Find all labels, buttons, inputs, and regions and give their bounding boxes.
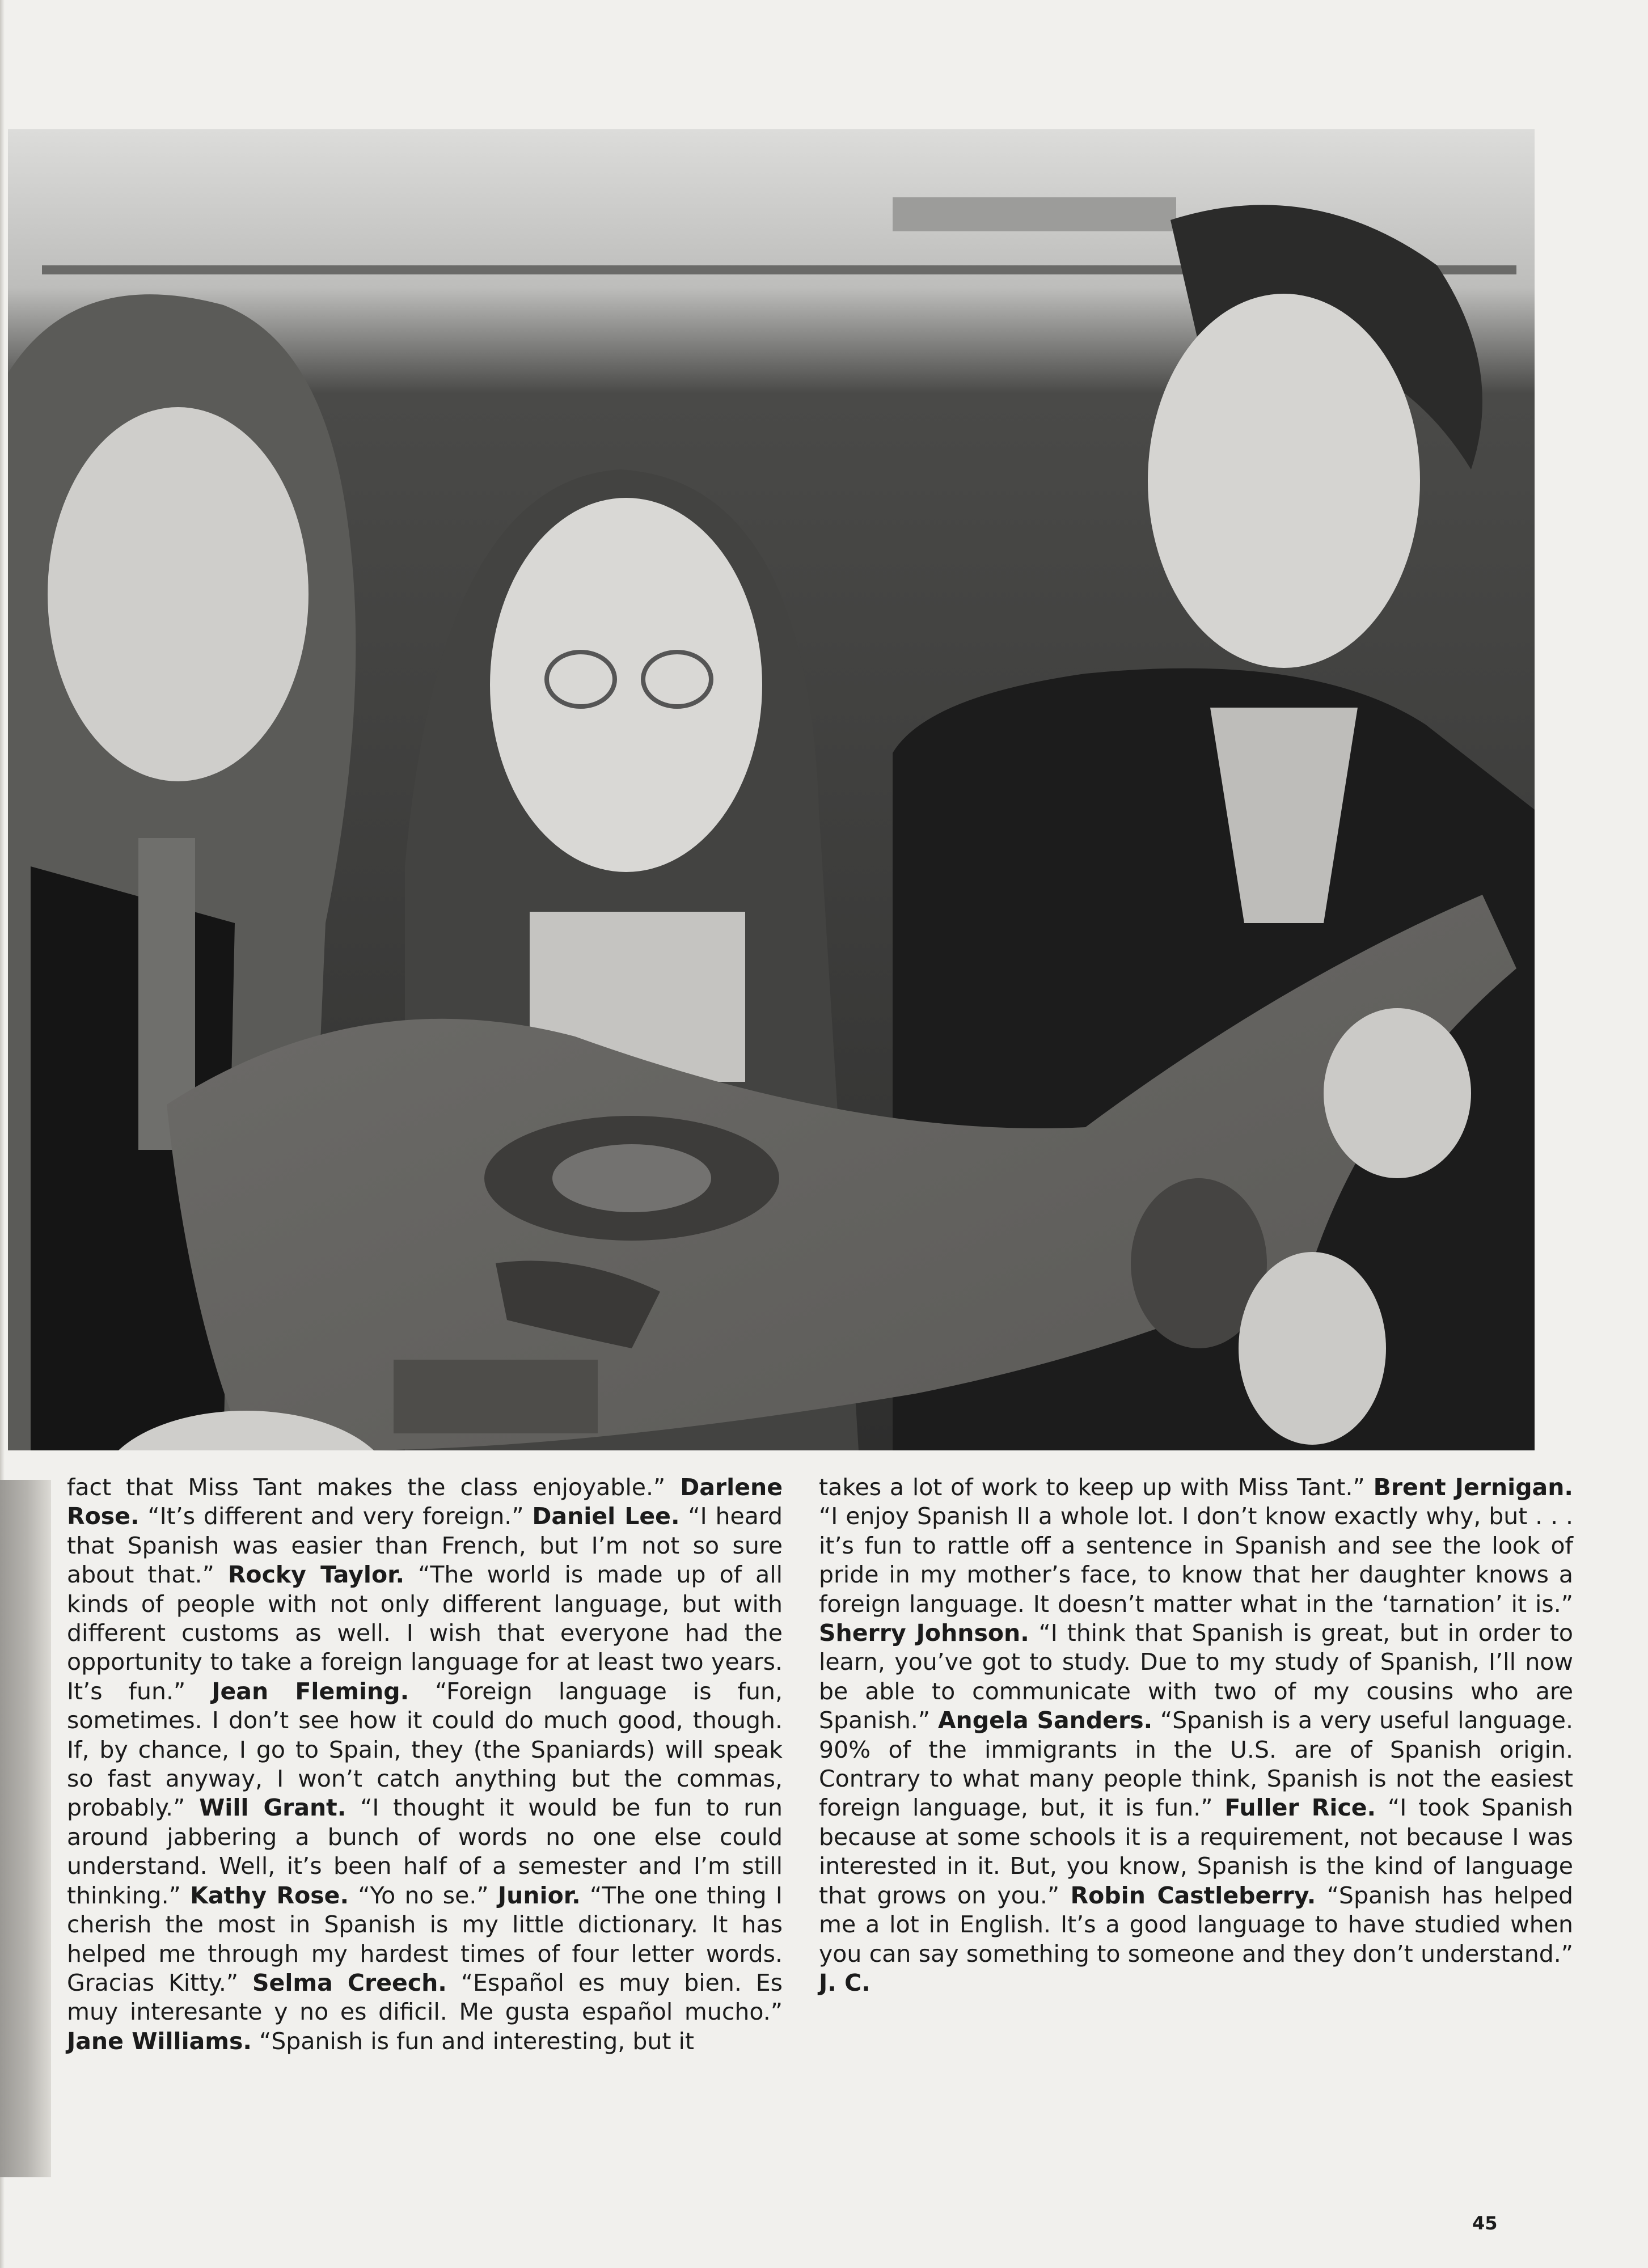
quote-text: fact that Miss Tant makes the class enjoyable.” [67, 1474, 681, 1501]
page-number: 45 [1472, 2212, 1498, 2234]
speaker-name: Kathy Rose. [190, 1881, 349, 1909]
quote-text: “I enjoy Spanish II a whole lot. I don’t know exactly why, but . . . it’s fun to rattle off a sentence in Spanish and see the look of pride in my mother’s face, to know that her daughter knows a foreign language. It doesn’t matter what in the ‘tarnation’ it is.” [819, 1503, 1573, 1618]
quote-text: “Yo no se.” [349, 1881, 498, 1909]
quote-text: takes a lot of work to keep up with Miss Tant.” [819, 1474, 1374, 1501]
students-photo [8, 129, 1535, 1450]
speaker-name: Brent Jernigan. [1373, 1474, 1573, 1501]
quote-text: “The world is made up of all kinds of people with not only different language, but with different customs as well. I wish that everyone had the opportunity to take a foreign language for at least two years. It’s fun.” [67, 1561, 783, 1705]
quote-text: “I heard that Spanish was easier than French, but I’m not so sure about that.” [67, 1503, 783, 1589]
speaker-name: Will Grant. [199, 1794, 346, 1822]
speaker-name: Jane Williams. [67, 2027, 252, 2055]
quote-text: “The one thing I cherish the most in Spanish is my little dictionary. It has helped me through my hardest times of four letter words. Gracias Kitty.” [67, 1881, 783, 1996]
quote-text: “Spanish is a very useful language. 90% of the immigrants in the U.S. are of Spanish origin. Contrary to what many people think, Spanish is not the easiest foreign language, but, it is fun.” [819, 1707, 1573, 1822]
quote-text: “I took Spanish because at some schools it is a requirement, not because I was interested in it. But, you know, Spanish is the kind of language that grows on you.” [819, 1794, 1573, 1909]
quote-text: “Español es muy bien. Es muy interesante y no es dificil. Me gusta español mucho.” [67, 1969, 783, 2026]
speaker-name: Darlene Rose. [67, 1474, 783, 1530]
quote-text: “I thought it would be fun to run around jabbering a bunch of words no one else could understand. Well, it’s been half of a semester and I’m still thinking.” [67, 1794, 783, 1909]
speaker-name: Sherry Johnson. [819, 1619, 1029, 1647]
article-right-column [819, 1473, 1573, 1998]
speaker-name: Junior. [497, 1881, 581, 1909]
students-photo-art [8, 129, 1535, 1450]
quote-text: “I think that Spanish is great, but in order to learn, you’ve got to study. Due to my study of Spanish, I’ll now be able to communicate with two of my cousins who are Spanish.” [819, 1619, 1573, 1734]
speaker-name: Jean Fleming. [212, 1677, 409, 1705]
quote-text: “It’s different and very foreign.” [139, 1503, 533, 1530]
quote-text: “Spanish is fun and interesting, but it [252, 2027, 694, 2055]
speaker-name: Fuller Rice. [1224, 1794, 1376, 1822]
speaker-name: Selma Creech. [252, 1969, 447, 1996]
speaker-name: J. C. [819, 1969, 871, 1996]
binding-strip [0, 1480, 51, 2177]
speaker-name: Daniel Lee. [532, 1503, 680, 1530]
speaker-name: Angela Sanders. [937, 1707, 1153, 1734]
quote-text: “Spanish has helped me a lot in English. It’s a good language to have studied when you can say something to someone and they don’t understand.” [819, 1881, 1573, 1967]
speaker-name: Robin Castleberry. [1070, 1881, 1316, 1909]
speaker-name: Rocky Taylor. [227, 1561, 405, 1589]
article-left-column [67, 1473, 783, 2056]
quote-text: “Foreign language is fun, sometimes. I don’t see how it could do much good, though. If, by chance, I go to Spain, they (the Spaniards) will speak so fast anyway, I won’t catch anything but the commas, probably.” [67, 1677, 783, 1822]
